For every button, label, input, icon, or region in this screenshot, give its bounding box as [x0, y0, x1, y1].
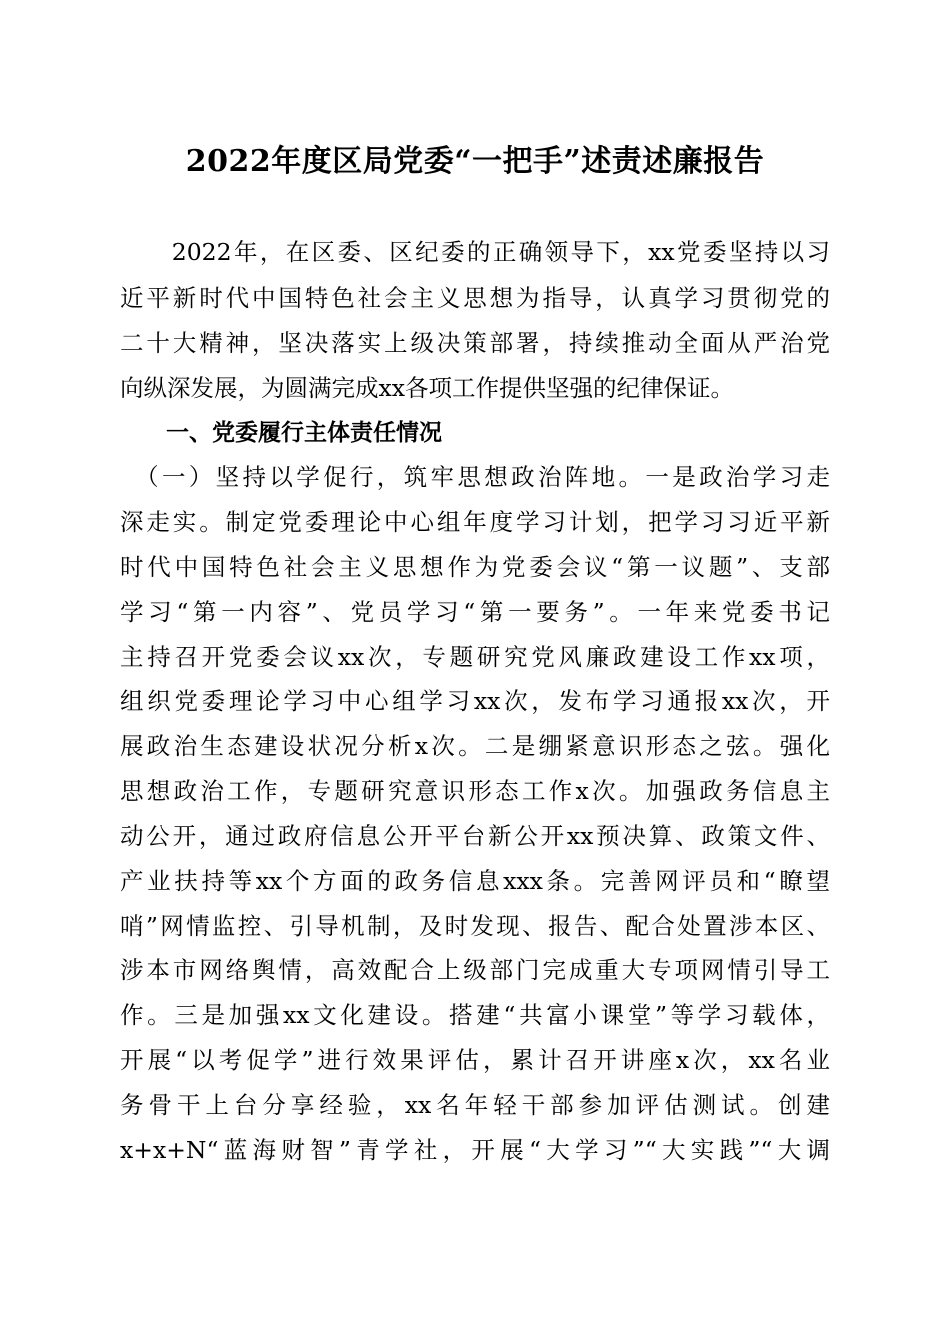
- intro-line: 2022年，在区委、区纪委的正确领导下，xx党委坚持以习: [120, 238, 830, 266]
- body-line: 动公开，通过政府信息公开平台新公开xx预决算、政策文件、: [120, 822, 830, 850]
- body-line: 时代中国特色社会主义思想作为党委会议“第一议题”、支部: [120, 553, 830, 581]
- section-heading: 一、党委履行主体责任情况: [166, 420, 442, 446]
- body-line: 涉本市网络舆情，高效配合上级部门完成重大专项网情引导工: [120, 956, 830, 984]
- body-line: 展政治生态建设状况分析x次。二是绷紧意识形态之弦。强化: [120, 732, 830, 760]
- body-line: 哨”网情监控、引导机制，及时发现、报告、配合处置涉本区、: [120, 912, 830, 940]
- body-line: 务骨干上台分享经验，xx名年轻干部参加评估测试。创建: [120, 1091, 830, 1119]
- body-line: 开展“以考促学”进行效果评估，累计召开讲座x次，xx名业: [120, 1046, 830, 1074]
- body-line: 作。三是加强xx文化建设。搭建“共富小课堂”等学习载体，: [120, 1001, 830, 1029]
- intro-line: 近平新时代中国特色社会主义思想为指导，认真学习贯彻党的: [120, 284, 830, 312]
- document-title: 2022年度区局党委“一把手”述责述廉报告: [185, 144, 765, 179]
- body-line: （一）坚持以学促行，筑牢思想政治阵地。一是政治学习走: [120, 463, 830, 491]
- body-line: 学习“第一内容”、党员学习“第一要务”。一年来党委书记: [120, 598, 830, 626]
- body-line: 组织党委理论学习中心组学习xx次，发布学习通报xx次，开: [120, 687, 830, 715]
- intro-line: 二十大精神，坚决落实上级决策部署，持续推动全面从严治党: [120, 329, 830, 357]
- body-line: 思想政治工作，专题研究意识形态工作x次。加强政务信息主: [120, 777, 830, 805]
- body-line: 主持召开党委会议xx次，专题研究党风廉政建设工作xx项，: [120, 643, 830, 671]
- body-line: 深走实。制定党委理论中心组年度学习计划，把学习习近平新: [120, 508, 830, 536]
- body-line: 产业扶持等xx个方面的政务信息xxx条。完善网评员和“瞭望: [120, 867, 830, 895]
- body-line: x+x+N“蓝海财智”青学社，开展“大学习”“大实践”“大调: [120, 1136, 830, 1164]
- intro-line: 向纵深发展，为圆满完成xx各项工作提供坚强的纪律保证。: [120, 374, 735, 402]
